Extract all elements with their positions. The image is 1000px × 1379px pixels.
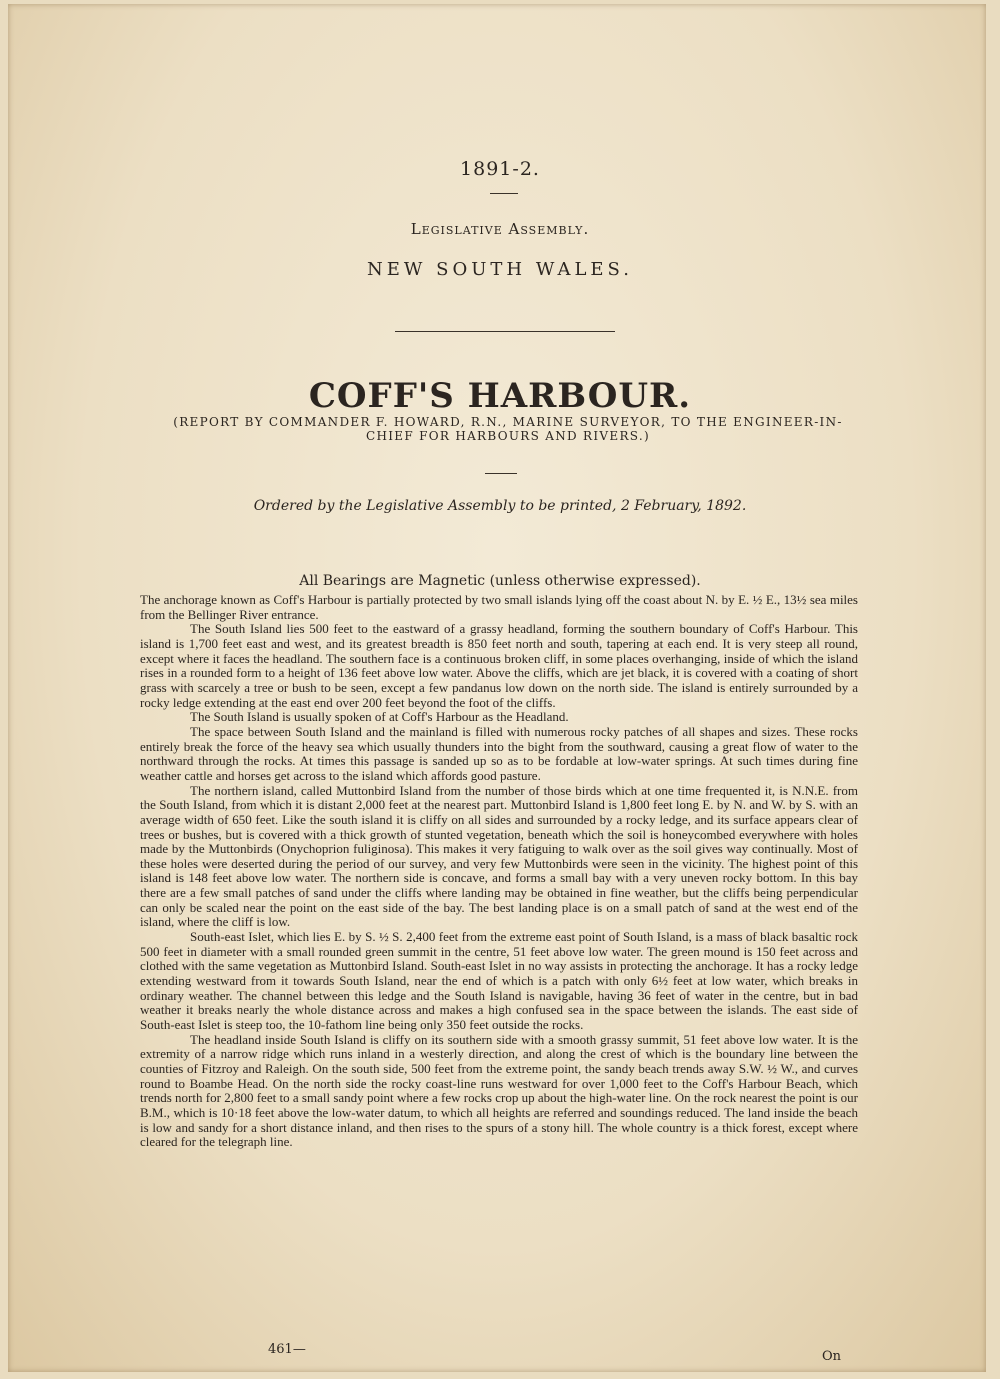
rule-short: [490, 193, 518, 194]
paragraph: The northern island, called Muttonbird Island from the number of those birds which at one time frequented it, is N.N.E. from the South Island, from which it is distant 2,000 feet at the nearest part. Muttonbird Island is 1,800 feet long E. by N. and W. by S. with an average width of 650 feet. Like the south island it is cliffy on all sides and surrounded by a rocky ledge, and its surface appears clear of trees or bushes, but is covered with a thick growth of stunted vegetation, beneath which the soil is honeycombed everywhere with holes made by the Muttonbirds (Onychoprion fuliginosa). This makes it very fatiguing to walk over as the soil gives way continually. Most of these holes were deserted during the period of our survey, and very few Muttonbirds were seen in the vicinity. The highest point of this island is 148 feet above low water. The northern side is concave, and forms a small bay with a very uneven rocky bottom. In this bay there are a few small patches of sand under the cliffs where landing may be obtained in fine weather, but the cliffs being perpendicular can only be scaled near the point on the east side of the bay. The best landing place is on a small patch of sand at the west end of the island, where the cliff is low.: [140, 782, 858, 930]
rule-long: [395, 331, 615, 332]
report-body: [140, 593, 858, 1150]
paragraph: The headland inside South Island is cliffy on its southern side with a smooth grassy summit, 51 feet above low water. It is the extremity of a narrow ridge which runs inland in a westerly direction, and along the crest of which is the boundary line between the counties of Fitzroy and Raleigh. On the south side, 500 feet from the extreme point, the sandy beach trends away S.W. ½ W., and curves round to Boambe Head. On the north side the rocky coast-line runs westward for over 1,000 feet to the Coff's Harbour Beach, which trends north for 2,800 feet to a small sandy point where a few rocks crop up about the high-water line. On the rock nearest the point is our B.M., which is 10·18 feet above the low-water datum, to which all heights are referred and soundings reduced. The land inside the beach is low and sandy for a short distance inland, and then rises to the spurs of a stony hill. The whole country is a thick forest, except where cleared for the telegraph line.: [140, 1031, 858, 1150]
paragraph: The anchorage known as Coff's Harbour is partially protected by two small islands lying off the coast about N. by E. ½ E., 13½ sea miles from the Bellinger River entrance.: [140, 592, 858, 622]
document-title: COFF'S HARBOUR.: [308, 376, 692, 416]
paragraph: South-east Islet, which lies E. by S. ½ S. 2,400 feet from the extreme east point of South Island, is a mass of black basaltic rock 500 feet in diameter with a small rounded green summit in the centre, 51 feet above low water. The green mound is 150 feet across and clothed with the same vegetation as Muttonbird Island. South-east Islet in no way assists in protecting the anchorage. It has a rocky ledge extending westward from it towards South Island, near the end of which is a patch with only 6½ feet at low water, which breaks in ordinary weather. The channel between this ledge and the South Island is navigable, having 36 feet of water in the centre, but in bad weather it breaks nearly the whole distance across and makes a high confused sea in the space between the islands. The east side of South-east Islet is steep too, the 10-fathom line being only 350 feet outside the rocks.: [140, 929, 858, 1033]
ordered-line: Ordered by the Legislative Assembly to be printed, 2 February, 1892.: [253, 498, 747, 514]
session-year: 1891-2.: [460, 158, 540, 180]
bearings-note: All Bearings are Magnetic (unless otherwise expressed).: [299, 573, 701, 589]
state-heading: NEW SOUTH WALES.: [367, 259, 633, 280]
page-number: 461—: [268, 1342, 306, 1357]
catchword: On: [822, 1349, 842, 1364]
paragraph: The South Island lies 500 feet to the eastward of a grassy headland, forming the southern boundary of Coff's Harbour. This island is 1,700 feet east and west, and its greatest breadth is 850 feet north and south, tapering at each end. It is very steep all round, except where it faces the headland. The southern face is a continuous broken cliff, in some places overhanging, inside of which the island rises in a rounded form to a height of 136 feet above low water. Above the cliffs, which are jet black, it is covered with a coating of short grass with scarcely a tree or bush to be seen, except a few pandanus low down on the north side. The island is entirely surrounded by a rocky ledge extending at the east end over 200 feet beyond the foot of the cliffs.: [140, 621, 858, 710]
assembly-heading: Legislative Assembly.: [410, 220, 590, 238]
paragraph: The South Island is usually spoken of at Coff's Harbour as the Headland.: [190, 709, 569, 725]
document-subtitle: (REPORT BY COMMANDER F. HOWARD, R.N., MARINE SURVEYOR, TO THE ENGINEER-IN-CHIEF FOR HARBOURS AND RIVERS.): [173, 415, 843, 443]
paragraph: The space between South Island and the mainland is filled with numerous rocky patches of all shapes and sizes. These rocks entirely break the force of the heavy sea which usually thunders into the bight from the southward, causing a great flow of water to the northward through the rocks. At times this passage is sanded up so as to be fordable at low-water springs. At such times during fine weather cattle and horses get across to the island which affords good pasture.: [140, 723, 858, 783]
rule-mid: [485, 473, 517, 474]
